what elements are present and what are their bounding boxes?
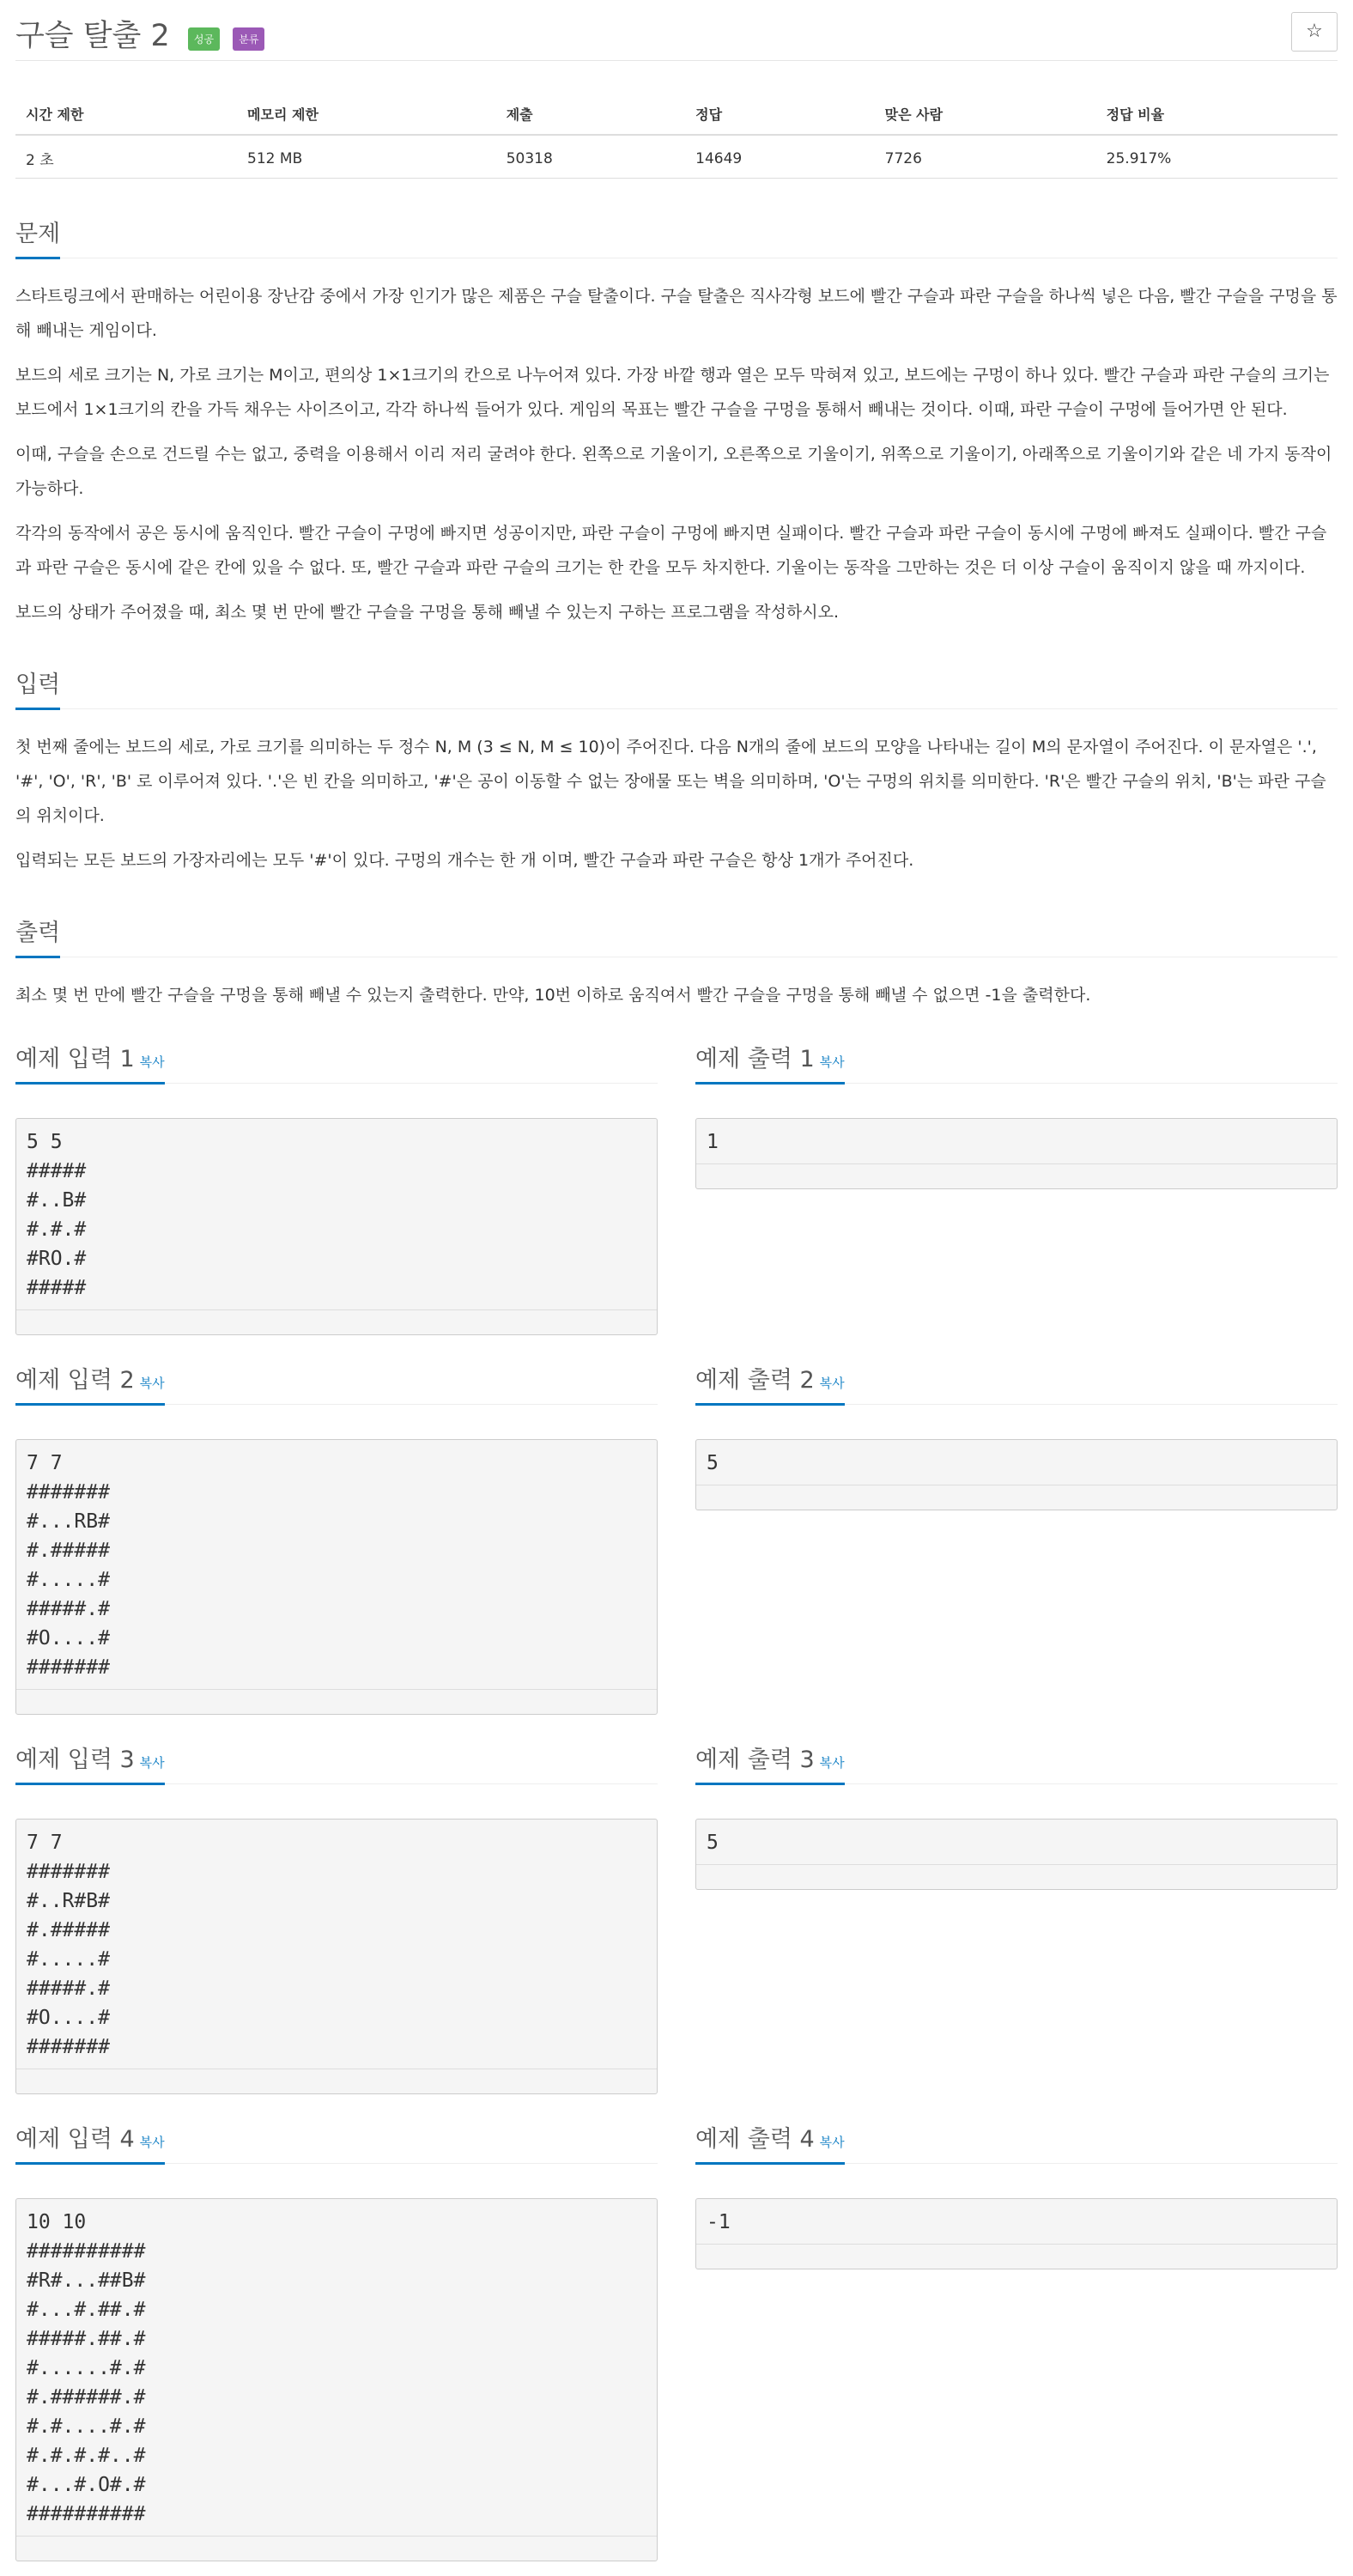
sample-output-4-box[interactable] — [695, 2198, 1338, 2269]
sample-input-1 — [15, 1036, 658, 1335]
copy-button[interactable]: 복사 — [819, 1755, 845, 1771]
sample-box-footer — [16, 2536, 657, 2561]
sample-output-1 — [695, 1036, 1338, 1189]
sample-box-footer — [696, 1864, 1337, 1889]
output-paragraph-1: 최소 몇 번 만에 빨간 구슬을 구멍을 통해 빼낼 수 있는지 출력한다. 만약, 10번 이하로 움직여서 빨간 구슬을 구멍을 통해 빼낼 수 없으면 -1을 출력한다. — [15, 986, 1091, 1005]
sample-input-1-text: 5 5 ##### #..B# #.#.# #RO.# ##### — [27, 1131, 87, 1299]
sample-input-3-text: 7 7 ####### #..R#B# #.##### #.....# #####.# #O....# ####### — [27, 1832, 110, 2058]
output-section-title: 출력 — [15, 914, 60, 958]
problem-stats-table — [15, 99, 1338, 179]
sample-input-4-head — [15, 2117, 658, 2164]
sample-input-3-head — [15, 1737, 658, 1784]
problem-section-title: 문제 — [15, 215, 60, 259]
sample-row-4 — [15, 2117, 1338, 2563]
solvers-value: 7726 — [875, 135, 1096, 179]
sample-box-footer — [696, 1163, 1337, 1188]
sample-output-1-box[interactable] — [695, 1118, 1338, 1189]
copy-button[interactable]: 복사 — [139, 1755, 165, 1771]
sample-input-4-box[interactable] — [15, 2198, 658, 2561]
submissions-header: 제출 — [496, 99, 685, 135]
sample-input-3-title — [15, 1741, 165, 1785]
success-badge[interactable]: 성공 — [188, 27, 220, 51]
sample-input-3-box[interactable] — [15, 1819, 658, 2094]
memory-limit-value: 512 MB — [237, 135, 496, 179]
output-section-head — [15, 914, 1338, 957]
sample-output-1-title — [695, 1040, 845, 1084]
problem-paragraph-1: 스타트링크에서 판매하는 어린이용 장난감 중에서 가장 인기가 많은 제품은 구슬 탈출이다. 구슬 탈출은 직사각형 보드에 빨간 구슬과 파란 구슬을 하나씩 넣은 다음, 빨간 구슬을 구멍을 통해 빼내는 게임이다. — [15, 287, 1338, 340]
copy-button[interactable]: 복사 — [819, 2135, 845, 2150]
sample-input-2 — [15, 1358, 658, 1715]
copy-button[interactable]: 복사 — [139, 1054, 165, 1070]
sample-input-4-title-text: 예제 입력 4 — [15, 2126, 135, 2153]
sample-row-1 — [15, 1036, 1338, 1358]
sample-output-3-title-text: 예제 출력 3 — [695, 1747, 815, 1773]
category-badge[interactable]: 분류 — [233, 27, 264, 51]
sample-input-2-text: 7 7 ####### #...RB# #.##### #.....# #####.# #O....# ####### — [27, 1452, 110, 1679]
sample-box-footer — [16, 2069, 657, 2093]
accept-ratio-header: 정답 비율 — [1096, 99, 1338, 135]
problem-paragraph-5: 보드의 상태가 주어졌을 때, 최소 몇 번 만에 빨간 구슬을 구멍을 통해 빼낼 수 있는지 구하는 프로그램을 작성하시오. — [15, 603, 840, 622]
badge-group — [188, 16, 269, 51]
sample-output-4-head — [695, 2117, 1338, 2164]
sample-output-2-title — [695, 1361, 845, 1406]
problem-section-head — [15, 215, 1338, 258]
sample-box-footer — [696, 1485, 1337, 1510]
problem-title: 구슬 탈출 2 — [15, 19, 170, 53]
input-paragraph-1: 첫 번째 줄에는 보드의 세로, 가로 크기를 의미하는 두 정수 N, M (3 ≤ N, M ≤ 10)이 주어진다. 다음 N개의 줄에 보드의 모양을 나타내는 길이 M의 문자열이 주어진다. 이 문자열은 '.', '#', 'O', 'R', 'B' 로 이루어져 있다. '.'은 빈 칸을 의미하고, '#'은 공이 이동할 수 없는 장애물 또는 벽을 의미하며, 'O'는 구멍의 위치를 의미한다. 'R'은 빨간 구슬의 위치, 'B'는 파란 구슬의 위치이다. — [15, 738, 1326, 825]
page-title — [15, 12, 268, 55]
sample-row-2 — [15, 1358, 1338, 1737]
sample-output-3-title — [695, 1741, 845, 1785]
input-section-head — [15, 665, 1338, 709]
solvers-header: 맞은 사람 — [875, 99, 1096, 135]
copy-button[interactable]: 복사 — [139, 2135, 165, 2150]
page-header — [15, 0, 1338, 61]
stats-value-row — [15, 135, 1338, 179]
sample-input-1-head — [15, 1036, 658, 1084]
sample-output-4-title — [695, 2120, 845, 2165]
sample-input-4 — [15, 2117, 658, 2561]
problem-paragraph-2: 보드의 세로 크기는 N, 가로 크기는 M이고, 편의상 1×1크기의 칸으로 나누어져 있다. 가장 바깥 행과 열은 모두 막혀져 있고, 보드에는 구멍이 하나 있다. 빨간 구슬과 파란 구슬의 크기는 보드에서 1×1크기의 칸을 가득 채우는 사이즈이고, 각각 하나씩 들어가 있다. 게임의 목표는 빨간 구슬을 구멍을 통해서 빼내는 것이다. 이때, 파란 구슬이 구멍에 들어가면 안 된다. — [15, 366, 1330, 419]
sample-input-1-box[interactable] — [15, 1118, 658, 1335]
input-section-title: 입력 — [15, 665, 60, 710]
sample-input-2-title — [15, 1361, 165, 1406]
sample-box-footer — [696, 2244, 1337, 2269]
star-button[interactable] — [1291, 12, 1338, 52]
sample-output-4-title-text: 예제 출력 4 — [695, 2126, 815, 2153]
copy-button[interactable]: 복사 — [819, 1054, 845, 1070]
sample-output-4 — [695, 2117, 1338, 2269]
sample-output-1-title-text: 예제 출력 1 — [695, 1046, 815, 1072]
sample-output-1-head — [695, 1036, 1338, 1084]
sample-input-2-box[interactable] — [15, 1439, 658, 1715]
sample-output-3-box[interactable] — [695, 1819, 1338, 1890]
memory-limit-header: 메모리 제한 — [237, 99, 496, 135]
sample-output-2-box[interactable] — [695, 1439, 1338, 1510]
sample-box-footer — [16, 1309, 657, 1334]
problem-paragraph-4: 각각의 동작에서 공은 동시에 움직인다. 빨간 구슬이 구멍에 빠지면 성공이지만, 파란 구슬이 구멍에 빠지면 실패이다. 빨간 구슬과 파란 구슬이 동시에 구멍에 빠져도 실패이다. 빨간 구슬과 파란 구슬은 동시에 같은 칸에 있을 수 없다. 또, 빨간 구슬과 파란 구슬의 크기는 한 칸을 모두 차지한다. 기울이는 동작을 그만하는 것은 더 이상 구슬이 움직이지 않을 때 까지이다. — [15, 524, 1327, 577]
sample-input-1-title-text: 예제 입력 1 — [15, 1046, 135, 1072]
time-limit-value: 2 초 — [15, 135, 237, 179]
sample-input-3 — [15, 1737, 658, 2094]
submissions-value: 50318 — [496, 135, 685, 179]
star-icon: ☆ — [1306, 21, 1323, 42]
stats-header-row — [15, 99, 1338, 135]
accepted-header: 정답 — [685, 99, 874, 135]
sample-row-3 — [15, 1737, 1338, 2117]
sample-input-4-text: 10 10 ########## #R#...##B# #...#.##.# #####.##.# #......#.# #.######.# #.#....#.# #.#.#.#..# #...#.O#.# ########## — [27, 2211, 146, 2525]
input-paragraph-2: 입력되는 모든 보드의 가장자리에는 모두 '#'이 있다. 구멍의 개수는 한 개 이며, 빨간 구슬과 파란 구슬은 항상 1개가 주어진다. — [15, 851, 914, 870]
sample-output-3-text: 5 — [707, 1832, 719, 1854]
sample-output-2 — [695, 1358, 1338, 1510]
accept-ratio-value: 25.917% — [1096, 135, 1338, 179]
time-limit-header: 시간 제한 — [15, 99, 237, 135]
sample-output-1-text: 1 — [707, 1131, 719, 1153]
sample-input-3-title-text: 예제 입력 3 — [15, 1747, 135, 1773]
sample-output-3 — [695, 1737, 1338, 1890]
problem-paragraph-3: 이때, 구슬을 손으로 건드릴 수는 없고, 중력을 이용해서 이리 저리 굴려야 한다. 왼쪽으로 기울이기, 오른쪽으로 기울이기, 위쪽으로 기울이기, 아래쪽으로 기울이기와 같은 네 가지 동작이 가능하다. — [15, 445, 1332, 498]
sample-input-2-title-text: 예제 입력 2 — [15, 1367, 135, 1394]
sample-output-2-title-text: 예제 출력 2 — [695, 1367, 815, 1394]
sample-input-4-title — [15, 2120, 165, 2165]
sample-input-2-head — [15, 1358, 658, 1405]
problem-page — [15, 0, 1338, 2563]
sample-output-3-head — [695, 1737, 1338, 1784]
accepted-value: 14649 — [685, 135, 874, 179]
sample-output-2-text: 5 — [707, 1452, 719, 1474]
sample-input-1-title — [15, 1040, 165, 1084]
copy-button[interactable]: 복사 — [139, 1376, 165, 1391]
sample-output-2-head — [695, 1358, 1338, 1405]
samples-container — [15, 1036, 1338, 2563]
copy-button[interactable]: 복사 — [819, 1376, 845, 1391]
sample-box-footer — [16, 1689, 657, 1714]
sample-output-4-text: -1 — [707, 2211, 731, 2233]
